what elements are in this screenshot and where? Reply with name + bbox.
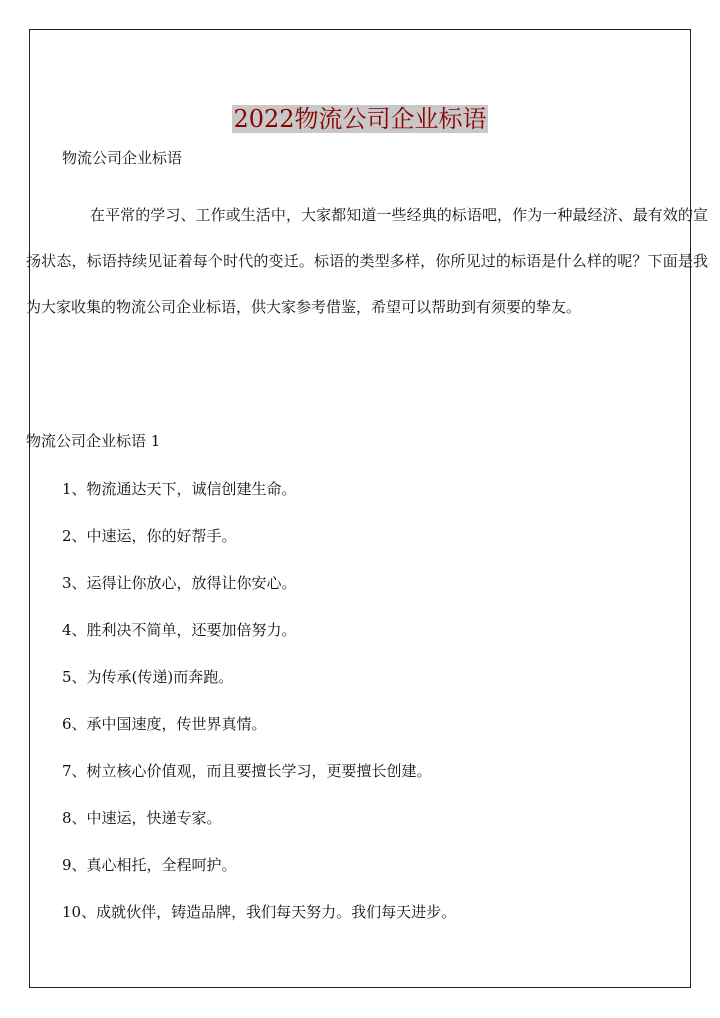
list-item: 2、中速运，你的好帮手。 [62,527,237,545]
document-title [0,104,720,134]
list-item: 3、运得让你放心，放得让你安心。 [62,574,297,592]
document-subtitle: 物流公司企业标语 [62,149,183,167]
list-item: 8、中速运，快递专家。 [62,809,222,827]
list-item: 6、承中国速度，传世界真情。 [62,715,267,733]
list-item: 4、胜利决不简单，还要加倍努力。 [62,621,297,639]
section-heading: 物流公司企业标语 1 [26,432,161,450]
list-item: 5、为传承(传递)而奔跑。 [62,668,234,686]
intro-paragraph: 在平常的学习、工作或生活中，大家都知道一些经典的标语吧，作为一种最经济、最有效的宣扬状态，标语持续见证着每个时代的变迁。标语的类型多样，你所见过的标语是什么样的呢？下面是我为大家收集的物流公司企业标语，供大家参考借鉴，希望可以帮助到有须要的挚友。 [26,206,708,316]
list-item: 10、成就伙伴，铸造品牌，我们每天努力。我们每天进步。 [62,903,457,921]
list-item: 9、真心相托，全程呵护。 [62,856,237,874]
list-item: 1、物流通达天下，诚信创建生命。 [62,480,297,498]
list-item: 7、树立核心价值观，而且要擅长学习，更要擅长创建。 [62,762,432,780]
slogan-list [62,478,456,948]
document-title-text: 2022物流公司企业标语 [233,105,487,134]
